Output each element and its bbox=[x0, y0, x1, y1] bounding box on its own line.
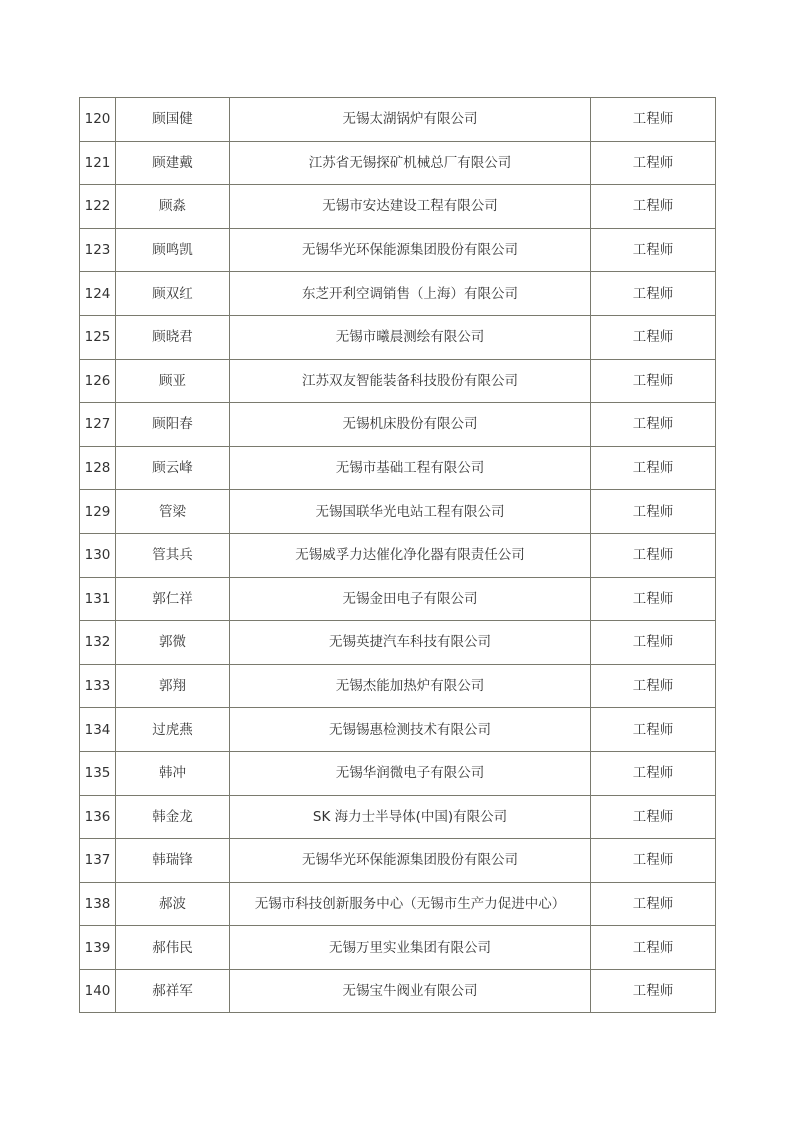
person-name-cell: 顾鸣凯 bbox=[116, 228, 230, 272]
row-number-cell: 127 bbox=[80, 403, 116, 447]
row-number-cell: 126 bbox=[80, 359, 116, 403]
person-name-cell: 顾淼 bbox=[116, 185, 230, 229]
row-number-cell: 134 bbox=[80, 708, 116, 752]
company-cell: 无锡杰能加热炉有限公司 bbox=[230, 664, 591, 708]
company-cell: 无锡市基础工程有限公司 bbox=[230, 446, 591, 490]
company-cell: 无锡英捷汽车科技有限公司 bbox=[230, 621, 591, 665]
table-row bbox=[80, 926, 716, 970]
row-number-cell: 130 bbox=[80, 533, 116, 577]
company-cell: 无锡华润微电子有限公司 bbox=[230, 751, 591, 795]
company-cell: 无锡市曦晨测绘有限公司 bbox=[230, 315, 591, 359]
company-cell: 无锡市安达建设工程有限公司 bbox=[230, 185, 591, 229]
table-row bbox=[80, 315, 716, 359]
title-cell: 工程师 bbox=[591, 185, 716, 229]
company-cell: 无锡金田电子有限公司 bbox=[230, 577, 591, 621]
person-name-cell: 郝祥军 bbox=[116, 969, 230, 1013]
table-row bbox=[80, 708, 716, 752]
table-row bbox=[80, 751, 716, 795]
person-name-cell: 韩冲 bbox=[116, 751, 230, 795]
person-name-cell: 郝波 bbox=[116, 882, 230, 926]
person-name-cell: 顾双红 bbox=[116, 272, 230, 316]
table-row bbox=[80, 839, 716, 883]
company-cell: 无锡宝牛阀业有限公司 bbox=[230, 969, 591, 1013]
company-cell: 江苏省无锡探矿机械总厂有限公司 bbox=[230, 141, 591, 185]
title-cell: 工程师 bbox=[591, 98, 716, 142]
title-cell: 工程师 bbox=[591, 490, 716, 534]
table-row bbox=[80, 969, 716, 1013]
person-name-cell: 顾晓君 bbox=[116, 315, 230, 359]
company-cell: 东芝开利空调销售（上海）有限公司 bbox=[230, 272, 591, 316]
person-name-cell: 韩瑞锋 bbox=[116, 839, 230, 883]
title-cell: 工程师 bbox=[591, 272, 716, 316]
row-number-cell: 136 bbox=[80, 795, 116, 839]
title-cell: 工程师 bbox=[591, 621, 716, 665]
table-row bbox=[80, 621, 716, 665]
person-name-cell: 韩金龙 bbox=[116, 795, 230, 839]
title-cell: 工程师 bbox=[591, 751, 716, 795]
title-cell: 工程师 bbox=[591, 228, 716, 272]
person-name-cell: 郝伟民 bbox=[116, 926, 230, 970]
title-cell: 工程师 bbox=[591, 664, 716, 708]
company-cell: SK 海力士半导体(中国)有限公司 bbox=[230, 795, 591, 839]
table-row bbox=[80, 490, 716, 534]
person-name-cell: 郭仁祥 bbox=[116, 577, 230, 621]
title-cell: 工程师 bbox=[591, 315, 716, 359]
table-row bbox=[80, 98, 716, 142]
title-cell: 工程师 bbox=[591, 533, 716, 577]
roster-table-body bbox=[80, 98, 716, 1013]
person-name-cell: 顾阳春 bbox=[116, 403, 230, 447]
row-number-cell: 139 bbox=[80, 926, 116, 970]
row-number-cell: 138 bbox=[80, 882, 116, 926]
title-cell: 工程师 bbox=[591, 403, 716, 447]
person-name-cell: 顾亚 bbox=[116, 359, 230, 403]
company-cell: 无锡万里实业集团有限公司 bbox=[230, 926, 591, 970]
title-cell: 工程师 bbox=[591, 446, 716, 490]
table-row bbox=[80, 403, 716, 447]
table-row bbox=[80, 533, 716, 577]
row-number-cell: 135 bbox=[80, 751, 116, 795]
row-number-cell: 132 bbox=[80, 621, 116, 665]
row-number-cell: 129 bbox=[80, 490, 116, 534]
person-name-cell: 管梁 bbox=[116, 490, 230, 534]
row-number-cell: 125 bbox=[80, 315, 116, 359]
title-cell: 工程师 bbox=[591, 969, 716, 1013]
title-cell: 工程师 bbox=[591, 141, 716, 185]
person-name-cell: 郭微 bbox=[116, 621, 230, 665]
title-cell: 工程师 bbox=[591, 708, 716, 752]
table-row bbox=[80, 577, 716, 621]
person-name-cell: 顾建戴 bbox=[116, 141, 230, 185]
person-name-cell: 郭翔 bbox=[116, 664, 230, 708]
person-name-cell: 顾云峰 bbox=[116, 446, 230, 490]
person-name-cell: 过虎燕 bbox=[116, 708, 230, 752]
company-cell: 无锡威孚力达催化净化器有限责任公司 bbox=[230, 533, 591, 577]
row-number-cell: 128 bbox=[80, 446, 116, 490]
row-number-cell: 124 bbox=[80, 272, 116, 316]
table-row bbox=[80, 228, 716, 272]
table-row bbox=[80, 882, 716, 926]
title-cell: 工程师 bbox=[591, 359, 716, 403]
company-cell: 无锡华光环保能源集团股份有限公司 bbox=[230, 839, 591, 883]
title-cell: 工程师 bbox=[591, 882, 716, 926]
row-number-cell: 121 bbox=[80, 141, 116, 185]
company-cell: 无锡华光环保能源集团股份有限公司 bbox=[230, 228, 591, 272]
row-number-cell: 122 bbox=[80, 185, 116, 229]
company-cell: 江苏双友智能装备科技股份有限公司 bbox=[230, 359, 591, 403]
row-number-cell: 137 bbox=[80, 839, 116, 883]
row-number-cell: 123 bbox=[80, 228, 116, 272]
title-cell: 工程师 bbox=[591, 795, 716, 839]
table-row bbox=[80, 359, 716, 403]
table-row bbox=[80, 185, 716, 229]
title-cell: 工程师 bbox=[591, 926, 716, 970]
title-cell: 工程师 bbox=[591, 839, 716, 883]
row-number-cell: 120 bbox=[80, 98, 116, 142]
row-number-cell: 140 bbox=[80, 969, 116, 1013]
table-row bbox=[80, 795, 716, 839]
row-number-cell: 133 bbox=[80, 664, 116, 708]
company-cell: 无锡机床股份有限公司 bbox=[230, 403, 591, 447]
company-cell: 无锡太湖锅炉有限公司 bbox=[230, 98, 591, 142]
table-row bbox=[80, 141, 716, 185]
roster-table bbox=[79, 97, 716, 1013]
company-cell: 无锡锡惠检测技术有限公司 bbox=[230, 708, 591, 752]
person-name-cell: 顾国健 bbox=[116, 98, 230, 142]
row-number-cell: 131 bbox=[80, 577, 116, 621]
table-row bbox=[80, 664, 716, 708]
company-cell: 无锡市科技创新服务中心（无锡市生产力促进中心） bbox=[230, 882, 591, 926]
table-row bbox=[80, 446, 716, 490]
person-name-cell: 管其兵 bbox=[116, 533, 230, 577]
table-row bbox=[80, 272, 716, 316]
title-cell: 工程师 bbox=[591, 577, 716, 621]
company-cell: 无锡国联华光电站工程有限公司 bbox=[230, 490, 591, 534]
